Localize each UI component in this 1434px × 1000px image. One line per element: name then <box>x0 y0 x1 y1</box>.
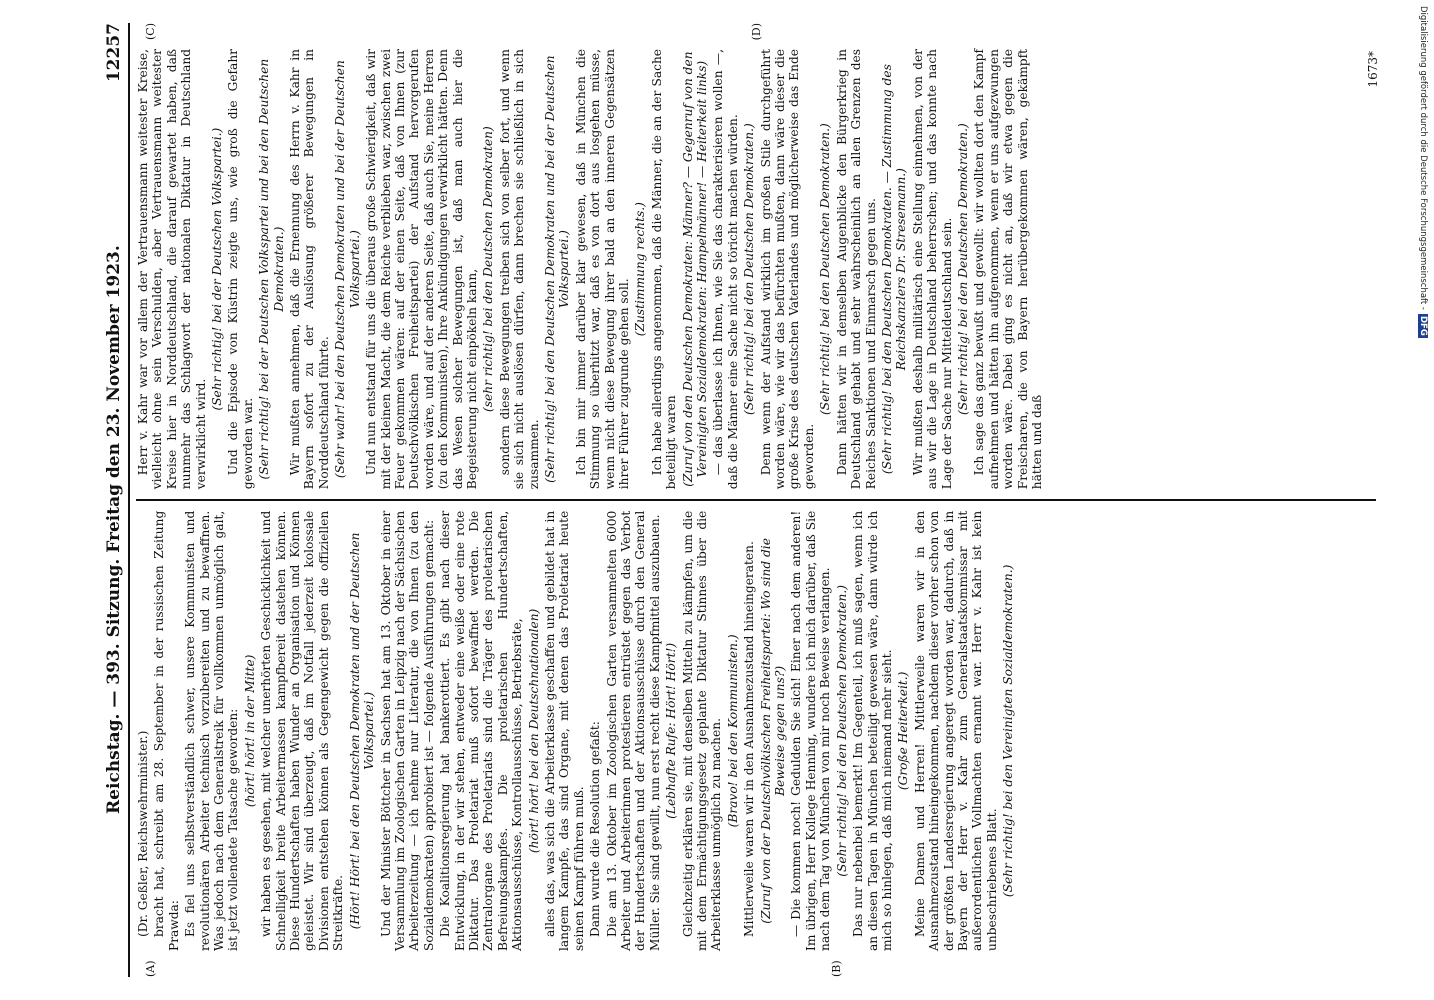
interjection: (Sehr richtig! bei den Deutschen Demokraten. — Zustimmung des Reichskanzlers Dr. Stresemann.) <box>879 64 909 475</box>
paragraph: Das nur nebenbei bemerkt! Im Gegenteil, ich muß sagen, wenn ich an diesen Tagen in München beteiligt gewesen wäre, dann würde ich mich so hinlegen, daß mich niemand mehr sieht. <box>851 510 894 951</box>
paragraph: Meine Damen und Herren! Mittlerweile waren wir in den Ausnahmezustand hineingekommen, nachdem dieser vorher schon von der größten Landesregierung angeregt worden war, dadurch, daß in Bayern der Herr v. Kahr zum Generalstaatskommissar mit außerordentlichen Vollmachten ernannt war. Herr v. Kahr ist kein unbeschriebenes Blatt. <box>912 510 999 951</box>
interjection: (Sehr richtig! bei den Deutschen Demokraten.) <box>742 123 757 415</box>
margin-marker-b: (B) <box>830 960 843 977</box>
paragraph: Mittlerweile waren wir in den Ausnahmezustand hineingeraten. <box>742 541 757 937</box>
paragraph: Die am 13. Oktober im Zoologischen Garten versammelten 6000 Arbeiter und Arbeiterinnen protestieren entrüstet gegen das Verbot der Hundertschaften und der Aktionsausschüsse durch den General Müller. Sie sind gewillt, nun erst recht diese Kampfmittel auszubauen. <box>604 510 662 951</box>
margin-marker-d: (D) <box>750 23 763 41</box>
interjection: (Sehr richtig! bei den Deutschen Demokraten.) <box>834 585 849 877</box>
dfg-logo: DFG <box>1418 315 1428 336</box>
paragraph: Ich habe allerdings angenommen, daß die Männer, die an der Sache beteiligt waren <box>649 49 679 490</box>
interjection: (Sehr richtig! bei den Deutschen Demokraten.) <box>818 123 833 415</box>
page-number: 12257 <box>104 23 124 83</box>
digitization-credit <box>1418 6 1428 338</box>
page-header <box>80 23 130 977</box>
interjection: (hört! hört! bei den Deutschnationalen) <box>526 608 541 854</box>
interjection: (hört! hört! in der Mitte) <box>242 654 257 808</box>
paragraph: Die Koalitionsregierung hat bankerottiert. Es gibt nach dieser Entwicklung, in der wir stehen, entweder eine weiße oder eine rote Diktatur. Das Proletariat muß sofort bewaffnet werden. Die Zentralorgane des Proletariats sind die Träger des proletarischen Befreiungskampfes. Die proletarischen Hundertschaften, Aktionsausschüsse, Kontrollausschüsse, Betriebsräte, <box>438 510 525 951</box>
paragraph: Wir mußten deshalb militärisch eine Stellung einnehmen, von der aus wir die Lage in Deutschland beherrschen; und das konnte nach Lage der Sache nur Mitteldeutschland sein. <box>910 49 954 490</box>
interjection: (Zustimmung rechts.) <box>633 202 648 337</box>
interjection: (Sehr richtig! bei der Deutschen Volkspartei und bei den Deutschen Demokraten.) <box>257 58 286 480</box>
paragraph: Und der Minister Böttcher in Sachsen hat am 13. Oktober in einer Versammlung im Zoologischen Garten in Leipzig nach der Sächsischen Arbeiterzeitung — ich nehme nur Literatur, die von Ihnen (zu den Sozialdemokraten) approbiert ist — folgende Ausführungen gemacht: <box>378 510 436 951</box>
interjection: (Sehr richtig! bei der Deutschen Volkspartei.) <box>210 127 225 411</box>
paragraph: Ich sage das ganz bewußt und gewollt: wir wollten dort den Kampf aufnehmen und hätten ihn aufgenommen, wenn er uns aufgezwungen worden wäre. Dabei ging es nicht an, daß wir etwa gegen die Freischaren, die von Bayern herübergekommen wären, gekämpft hätten und daß <box>972 49 1044 490</box>
header-title: Reichstag. — 393. Sitzung. Freitag den 23. November 1923. <box>104 245 124 814</box>
paragraph: Ich bin mir immer darüber klar gewesen, daß in München die Stimmung so überhitzt war, daß es von dort aus losgehen müsse, wenn nicht diese Bewegung ihrer bald an den inneren Gegensätzen ihrer Führer zugrunde gehen soll. <box>573 49 631 490</box>
interjection: (Bravo! bei den Kommunisten.) <box>725 634 740 828</box>
paragraph: Wir mußten annehmen, daß die Ernennung des Herrn v. Kahr in Bayern sofort zu der Auslösung größerer Bewegungen in Norddeutschland führte. <box>288 49 331 490</box>
interjection: (Sehr richtig! bei den Deutschen Demokraten und bei der Deutschen Volkspartei.) <box>542 55 572 483</box>
paragraph: — das überlasse ich Ihnen, wie Sie das charakterisieren wollen —, daß die Männer eine Sache nicht so töricht machen würden. <box>711 49 740 490</box>
left-column <box>136 501 1376 977</box>
paragraph: (Dr. Geßler, Reichswehrminister.) <box>136 730 150 937</box>
interjection: (Sehr richtig! bei den Deutschen Demokraten.) <box>955 123 970 415</box>
right-column <box>136 23 1376 499</box>
paragraph: Und nun entstand für uns die überaus große Schwierigkeit, daß wir mit der kleinen Macht, die dem Reiche verblieben war, zwischen zwei Feuer gekommen wären: auf der einen Seite, daß von Ihnen (zur Deutschvölkischen Freiheitspartei) der Aufstand hervorgerufen worden wäre, und auf der anderen Seite, daß auch Sie, meine Herren (zu den Kommunisten), Ihre Ankündigungen verwirklicht hätten. Denn das Wesen solcher Bewegungen ist, daß man auch hier die Begeisterung nicht einpökeln kann, <box>364 49 479 490</box>
margin-marker-c: (C) <box>144 23 157 40</box>
paragraph: Denn wenn der Aufstand wirklich im großen Stile durchgeführt worden wäre, wie wir das befürchten mußten, dann wäre dieser die große Krise des deutschen Vaterlandes und möglicherweise das Ende geworden. <box>758 49 816 490</box>
interjection: (Zuruf von den Deutschen Demokraten: Männer? — Gegenruf von den Vereinigten Sozialdemokraten: Hampelmänner! — Heiterkeit links) <box>680 51 710 487</box>
paragraph: — Die kommen noch! Gedulden Sie sich! Einer nach dem anderen! Im übrigen, Herr Kollege Henning, wundere ich mich darüber, daß Sie nach dem Tag von München von mir noch Beweise verlangen. <box>789 510 833 951</box>
interjection: (Große Heiterkeit.) <box>896 671 911 791</box>
paragraph: alles das, was sich die Arbeiterklasse geschaffen und gebildet hat in langem Kampfe, das sind Organe, mit denen das Proletariat heute seinen Kampf führen muß. <box>542 510 586 951</box>
interjection: (sehr richtig! bei den Deutschen Demokraten) <box>481 126 496 412</box>
interjection: (Lebhafte Rufe: Hört! Hört!) <box>664 642 679 819</box>
paragraph: Gleichzeitig erklären sie, mit denselben Mitteln zu kämpfen, um die mit dem Ermächtigungsgesetz geplante Diktatur Stinnes über die Arbeiterklasse unmöglich zu machen. <box>680 510 724 951</box>
document-page <box>80 15 1390 985</box>
interjection: (Sehr richtig! bei den Vereinigten Sozialdemokraten.) <box>1001 564 1016 898</box>
paragraph: Und die Episode von Küstrin zeigte uns, wie groß die Gefahr geworden war. <box>226 49 255 490</box>
interjection: (Hört! Hört! bei den Deutschen Demokraten und der Deutschen Volkspartei.) <box>347 532 377 930</box>
margin-marker-a: (A) <box>144 960 157 977</box>
interjection: (Zuruf von der Deutschvölkischen Freiheitspartei: Wo sind die Beweise gegen uns?) <box>758 538 788 924</box>
paragraph: wir haben es gesehen, mit welcher unerhörten Geschicklichkeit und Schnelligkeit breite Arbeitermassen kampfbereit dastehen können. Diese Hundertschaften haben Wunder an Organisation und Können geleistet. Wir sind überzeugt, daß im Notfall jederzeit kolossale Divisionen entstehen können als Gegengewicht gegen die offiziellen Streitkräfte. <box>259 510 346 951</box>
interjection: (Sehr wahr! bei den Deutschen Demokraten und bei der Deutschen Volkspartei.) <box>333 60 362 479</box>
credit-text: Digitalisierung gefördert durch die Deutsche Forschungsgemeinschaft - <box>1418 6 1428 310</box>
paragraph: bracht hat, schreibt am 28. September in der russischen Zeitung Prawda: <box>152 510 181 951</box>
paragraph: Herr v. Kahr war vor allem der Vertrauensmann weitester Kreise, vielleicht ohne sein Verschulden, aber Vertrauensmann weitester Kreise hier in Norddeutschland, die darauf gewartet haben, daß nunmehr das Schlagwort der nationalen Diktatur in Deutschland verwirklicht wird. <box>136 49 208 490</box>
footer-page-code: 1673* <box>1366 51 1380 88</box>
paragraph: sondern diese Bewegungen treiben sich von selber fort, und wenn sie sich nicht auslösen dürfen, dann brechen sie schließlich in sich zusammen. <box>497 49 541 490</box>
paragraph: Es fiel uns selbstverständlich schwer, unsere Kommunisten und revolutionären Arbeiter technisch vorzubereiten und zu bewaffnen. Was jedoch nach dem Generalstreik für vollkommen unmöglich galt, ist jetzt vollendete Tatsache geworden: <box>183 510 241 951</box>
paragraph: Dann wurde die Resolution gefaßt: <box>588 721 603 937</box>
paragraph: Dann hätten wir in demselben Augenblicke den Bürgerkrieg in Deutschland gehabt und sehr wahrscheinlich an allen Grenzen des Reiches Sanktionen und Einmarsch gegen uns. <box>834 49 878 490</box>
text-columns <box>130 23 1376 977</box>
